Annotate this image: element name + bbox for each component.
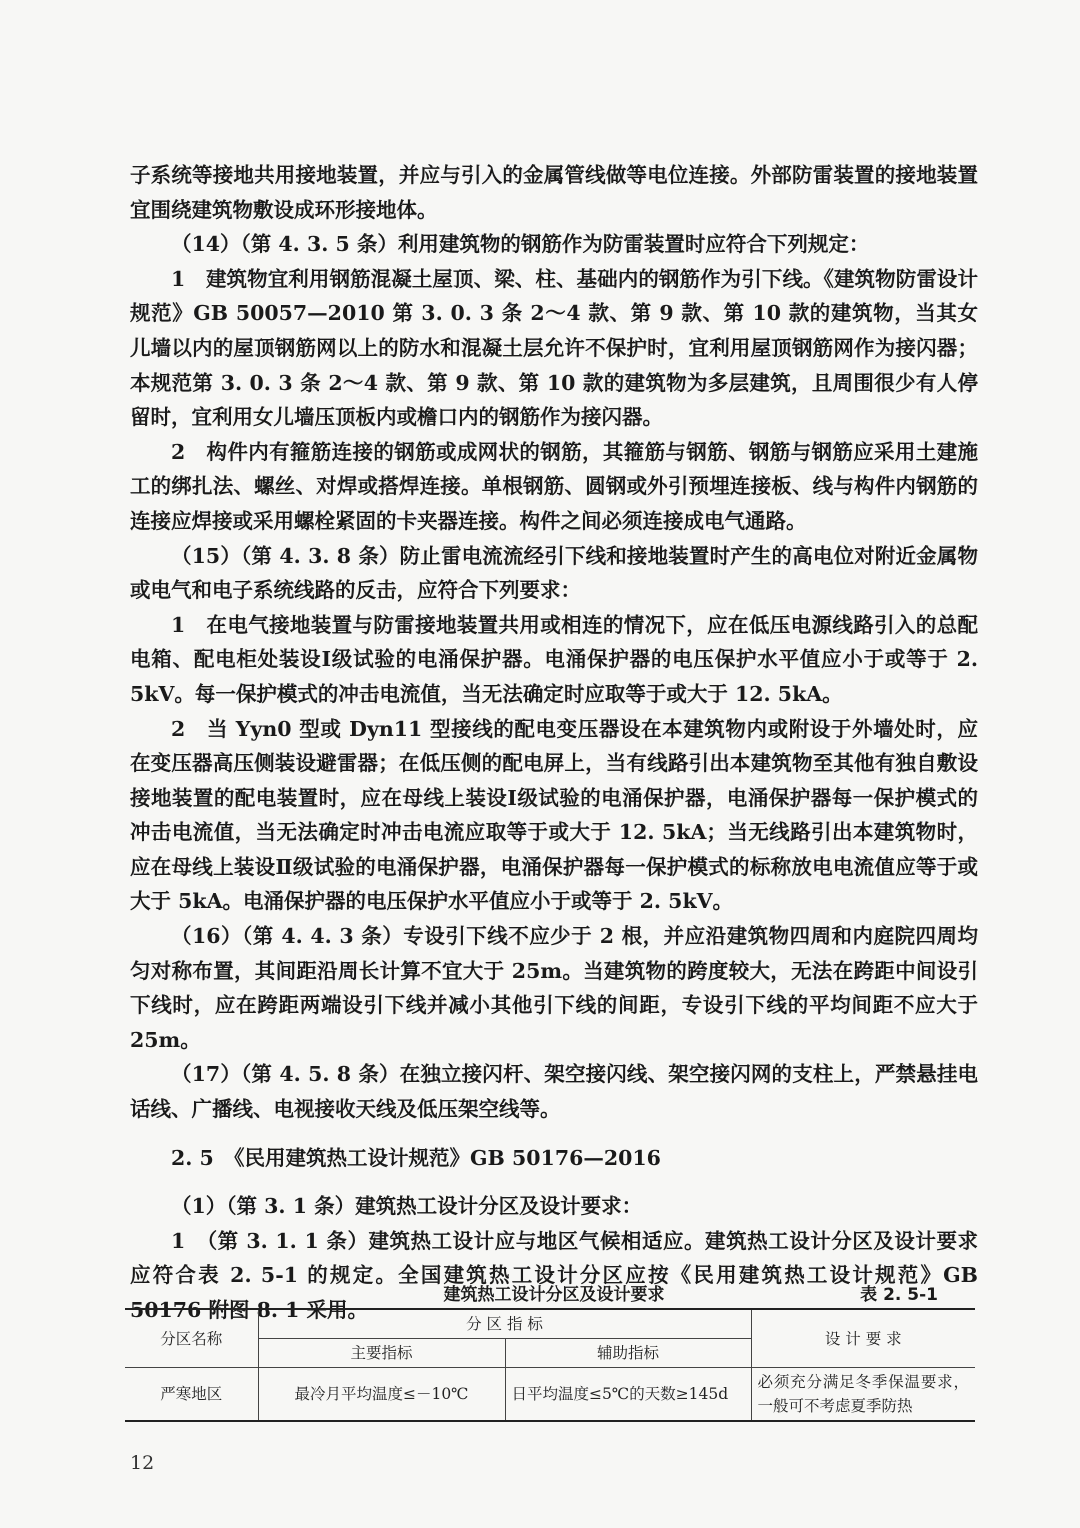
table-header-row <box>125 1309 975 1339</box>
cell-design-requirement: 必须充分满足冬季保温要求，一般可不考虑夏季防热 <box>751 1368 975 1422</box>
header-indicator-group: 分 区 指 标 <box>258 1309 751 1339</box>
paragraph-clause-14-item-1: 1 建筑物宜利用钢筋混凝土屋顶、梁、柱、基础内的钢筋作为引下线。《建筑物防雷设计规范》GB 50057—2010 第 3. 0. 3 条 2～4 款、第 9 款、第 10 款的建筑物，当其女儿墙以内的屋顶钢筋网以上的防水和混凝土层允许不保护时，宜利用屋顶钢筋网作为接闪器；本规范第 3. 0. 3 条 2～4 款、第 9 款、第 10 款的建筑物为多层建筑，且周围很少有人停留时，宜利用女儿墙压顶板内或檐口内的钢筋作为接闪器。 <box>130 266 978 430</box>
body-text <box>130 158 978 1328</box>
header-main-indicator: 主要指标 <box>258 1339 505 1368</box>
table-caption-number: 表 2. 5-1 <box>860 1285 938 1305</box>
cell-zone: 严寒地区 <box>125 1368 258 1422</box>
paragraph-clause-14: （14）（第 4. 3. 5 条）利用建筑物的钢筋作为防雷装置时应符合下列规定： <box>171 232 870 257</box>
paragraph-section-1: （1）（第 3. 1 条）建筑热工设计分区及设计要求： <box>171 1194 643 1219</box>
header-design-requirement: 设 计 要 求 <box>751 1309 975 1368</box>
header-zone-name: 分区名称 <box>125 1309 258 1368</box>
paragraph-section-1-item-1: 1 （第 3. 1. 1 条）建筑热工设计应与地区气候相适应。建筑热工设计分区及设计要求应符合表 2. 5-1 的规定。全国建筑热工设计分区应按《民用建筑热工设计规范》GB 50176 附图 8. 1 采用。 <box>130 1228 978 1322</box>
paragraph-clause-14-item-2: 2 构件内有箍筋连接的钢筋或成网状的钢筋，其箍筋与钢筋、钢筋与钢筋应采用土建施工的绑扎法、螺丝、对焊或搭焊连接。单根钢筋、圆钢或外引预埋连接板、线与构件内钢筋的连接应焊接或采用螺栓紧固的卡夹器连接。构件之间必须连接成电气通路。 <box>130 439 978 533</box>
table-row <box>125 1368 975 1422</box>
paragraph-clause-17: （17）（第 4. 5. 8 条）在独立接闪杆、架空接闪线、架空接闪网的支柱上，严禁悬挂电话线、广播线、电视接收天线及低压架空线等。 <box>130 1062 978 1122</box>
paragraph-continuation: 子系统等接地共用接地装置，并应与引入的金属管线做等电位连接。外部防雷装置的接地装置宜围绕建筑物敷设成环形接地体。 <box>130 163 978 222</box>
page-number: 12 <box>130 1452 155 1474</box>
thermal-zone-table <box>125 1308 975 1422</box>
table-caption-title: 建筑热工设计分区及设计要求 <box>443 1285 665 1305</box>
paragraph-clause-15-item-1: 1 在电气接地装置与防雷接地装置共用或相连的情况下，应在低压电源线路引入的总配电箱、配电柜处装设Ⅰ级试验的电涌保护器。电涌保护器的电压保护水平值应小于或等于 2. 5kV。每一保护模式的冲击电流值，当无法确定时应取等于或大于 12. 5kA。 <box>130 612 978 706</box>
paragraph-clause-15: （15）（第 4. 3. 8 条）防止雷电流流经引下线和接地装置时产生的高电位对附近金属物或电气和电子系统线路的反击，应符合下列要求： <box>130 543 978 603</box>
paragraph-clause-15-item-2: 2 当 Yyn0 型或 Dyn11 型接线的配电变压器设在本建筑物内或附设于外墙处时，应在变压器高压侧装设避雷器；在低压侧的配电屏上，当有线路引出本建筑物至其他有独自敷设接地装置的配电装置时，应在母线上装设Ⅰ级试验的电涌保护器，电涌保护器每一保护模式的冲击电流值，当无法确定时冲击电流应取等于或大于 12. 5kA；当无线路引出本建筑物时，应在母线上装设Ⅱ级试验的电涌保护器，电涌保护器每一保护模式的标称放电电流值应等于或大于 5kA。电涌保护器的电压保护水平值应小于或等于 2. 5kV。 <box>130 716 978 914</box>
header-aux-indicator: 辅助指标 <box>505 1339 751 1368</box>
cell-aux-indicator: 日平均温度≤5℃的天数≥145d <box>505 1368 751 1422</box>
table-caption <box>130 1276 978 1304</box>
section-heading: 2. 5 《民用建筑热工设计规范》GB 50176—2016 <box>171 1145 661 1170</box>
paragraph-clause-16: （16）（第 4. 4. 3 条）专设引下线不应少于 2 根，并应沿建筑物四周和内庭院四周均匀对称布置，其间距沿周长计算不宜大于 25m。当建筑物的跨度较大，无法在跨距中间设引下线时，应在跨距两端设引下线并减小其他引下线的间距，专设引下线的平均间距不应大于 25m。 <box>130 924 978 1052</box>
cell-main-indicator: 最冷月平均温度≤－10℃ <box>258 1368 505 1422</box>
